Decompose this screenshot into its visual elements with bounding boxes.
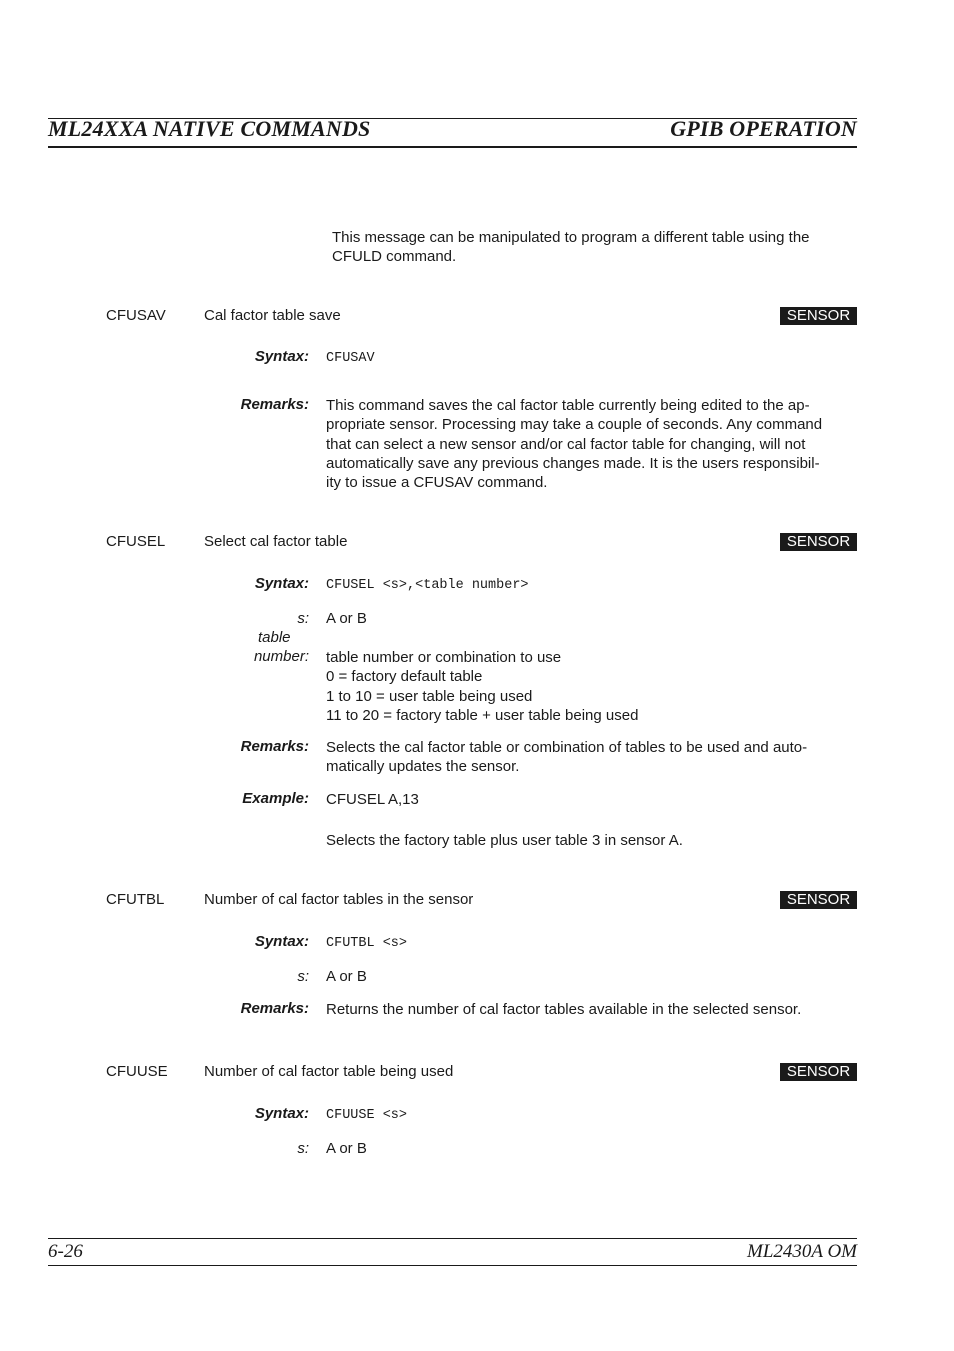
table-value-line: 1 to 10 = user table being used [326,687,533,705]
syntax-label: Syntax: [254,575,309,592]
syntax-value: CFUSEL <s>,<table number> [326,578,529,593]
syntax-value: CFUUSE <s> [326,1108,408,1123]
example-label: Example: [242,790,309,807]
param-table-label: table [258,629,291,646]
remarks-line: Returns the number of cal factor tables available in the selected sensor. [326,1001,802,1018]
param-s-value: A or B [326,968,367,985]
header-chapter-title: GPIB OPERATION [670,116,857,141]
command-description: Number of cal factor table being used [204,1063,454,1080]
param-s-value: A or B [326,1140,367,1157]
remarks-line: This command saves the cal factor table currently being edited to the ap- [326,397,810,414]
param-table-number-label: number: [253,648,309,665]
table-value-line: table number or combination to use [326,649,562,666]
command-description: Cal factor table save [204,307,341,324]
command-name: CFUUSE [106,1063,168,1080]
sensor-badge: SENSOR [780,533,857,551]
param-s-label: s: [297,968,309,985]
remarks-text [326,738,858,777]
remarks-line: ity to issue a CFUSAV command. [326,474,548,492]
remarks-line: propriate sensor. Processing may take a couple of seconds. Any command [326,416,823,434]
syntax-label: Syntax: [254,1105,309,1122]
command-name: CFUSAV [106,307,166,324]
remarks-line: Selects the cal factor table or combination of tables to be used and auto- [326,739,808,756]
command-description: Select cal factor table [204,533,348,550]
remarks-label: Remarks: [240,396,309,413]
syntax-value: CFUSAV [326,351,375,366]
header-section-title: ML24XXA NATIVE COMMANDS [48,116,371,141]
page-number: 6-26 [48,1241,83,1262]
param-s-label: s: [297,1140,309,1157]
syntax-label: Syntax: [254,348,309,365]
example-note: Selects the factory table plus user table 3 in sensor A. [326,832,683,849]
footer-top-rule [48,1238,857,1239]
param-table-values [326,648,858,725]
sensor-badge: SENSOR [780,891,857,909]
remarks-text [326,396,858,492]
table-value-line: 11 to 20 = factory table + user table being used [326,706,639,724]
intro-line: CFULD command. [332,248,457,266]
manual-title: ML2430A OM [747,1241,857,1262]
sensor-badge: SENSOR [780,1063,857,1081]
table-value-line: 0 = factory default table [326,668,483,686]
intro-paragraph [332,228,857,267]
example-value: CFUSEL A,13 [326,791,419,808]
remarks-line: automatically save any previous changes made. It is the users responsibil- [326,454,820,472]
header-bottom-rule [48,146,857,148]
sensor-badge: SENSOR [780,307,857,325]
param-s-value: A or B [326,610,367,627]
syntax-value: CFUTBL <s> [326,936,408,951]
footer-bottom-rule [48,1265,857,1266]
remarks-label: Remarks: [240,1000,309,1017]
command-name: CFUSEL [106,533,166,550]
remarks-line: matically updates the sensor. [326,758,520,776]
intro-line: This message can be manipulated to program a different table using the [332,229,810,246]
syntax-label: Syntax: [254,933,309,950]
remarks-label: Remarks: [240,738,309,755]
remarks-line: that can select a new sensor and/or cal factor table for changing, will not [326,435,806,453]
command-name: CFUTBL [106,891,165,908]
param-s-label: s: [297,610,309,627]
command-description: Number of cal factor tables in the sensor [204,891,474,908]
remarks-text [326,1000,858,1019]
